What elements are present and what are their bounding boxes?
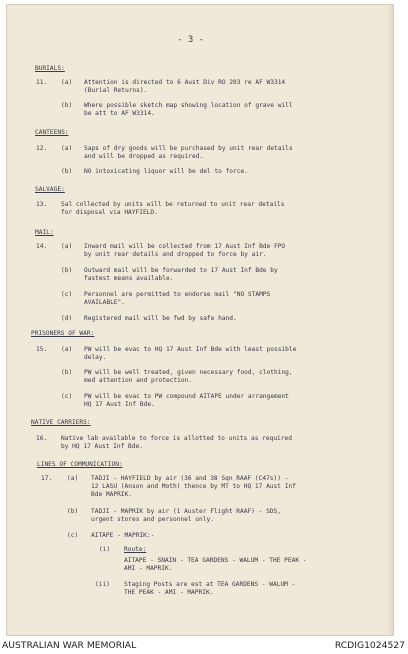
para-11-number: 11. <box>36 79 48 86</box>
para-17-number: 17. <box>41 475 53 482</box>
para-17b-line-1: TADJI - MAPRIK by air (1 Auster Flight RAAF) - SDS, <box>91 508 281 515</box>
para-14c-label: (c) <box>61 291 73 298</box>
staging-posts-line-2: THE PEAK - AMI - MAPRIK. <box>124 589 214 596</box>
para-12a-line-1: Saps of dry goods will be purchased by unit rear details <box>84 145 293 152</box>
para-11b-line-2: be att to AF W3314. <box>84 110 155 117</box>
para-13-number: 13. <box>36 201 48 208</box>
para-11a-line-1: Attention is directed to 6 Aust Div RO 203 re AF W3314 <box>84 79 286 86</box>
para-14a-label: (a) <box>61 243 73 250</box>
para-12-number: 12. <box>36 145 48 152</box>
para-15-number: 15. <box>36 346 48 353</box>
para-14a-line-2: by unit rear details and dropped to force by air. <box>84 251 267 258</box>
archive-footer <box>0 638 408 654</box>
para-17a-line-1: TADJI - HAYFIELD by air (36 and 38 Sqn RAAF (C47s)) - <box>91 475 289 482</box>
para-14b-label: (b) <box>61 267 73 274</box>
route-line-1: AITAPE - SNAIN - TEA GARDENS - WALUM - THE PEAK - <box>124 557 307 564</box>
heading-mail: MAIL: <box>35 229 54 236</box>
para-17c-label: (c) <box>67 532 79 539</box>
para-17a-line-2: 12 LASU (Anson and Moth) thence by MT to HQ 17 Aust Inf <box>91 483 296 490</box>
footer-record-id: RCDIG1024527 <box>334 640 405 651</box>
heading-lines-of-communication: LINES OF COMMUNICATION: <box>37 461 123 468</box>
para-12b-label: (b) <box>61 168 73 175</box>
para-11b-line-1: Where possible sketch map showing location of grave will <box>84 102 293 109</box>
para-17c-i-label: (i) <box>99 546 111 553</box>
para-14c-line-1: Personnel are permitted to endorse mail "NO STAMPS <box>84 291 271 298</box>
para-14a-line-1: Inward mail will be collected from 17 Aust Inf Bde FPO <box>84 243 286 250</box>
para-14b-line-2: fastest means available. <box>84 275 174 282</box>
para-17c-title: AITAPE - MAPRIK:- <box>91 532 155 539</box>
route-heading: Route: <box>124 546 147 553</box>
para-11a-line-2: (Burial Returns). <box>84 87 148 94</box>
staging-posts-line-1: Staging Posts are est at TEA GARDENS - WALUM - <box>124 581 296 588</box>
route-line-2: AMI - MAPRIK. <box>124 565 173 572</box>
para-14b-line-1: Outward mail will be forwarded to 17 Aust Inf Bde by <box>84 267 278 274</box>
para-12a-line-2: and will be dropped as required. <box>84 153 204 160</box>
page-number: - 3 - <box>177 35 205 45</box>
para-15a-label: (a) <box>61 346 73 353</box>
para-16-line-1: Native lab available to force is allotted to units as required <box>61 435 292 442</box>
para-15c-line-1: PW will be evac to PW compound AITAPE under arrangement <box>84 393 289 400</box>
para-15a-line-1: PW will be evac to HQ 17 Aust Inf Bde with least possible <box>84 346 297 353</box>
para-16-number: 16. <box>36 435 48 442</box>
para-15c-label: (c) <box>61 393 73 400</box>
para-16-line-2: by HQ 17 Aust Inf Bde. <box>61 443 143 450</box>
para-17c-ii-label: (ii) <box>95 581 110 588</box>
para-17a-label: (a) <box>67 475 79 482</box>
heading-burials: BURIALS: <box>35 65 65 72</box>
heading-native-carriers: NATIVE CARRIERS: <box>31 419 91 426</box>
para-15b-label: (b) <box>61 369 73 376</box>
heading-salvage: SALVAGE: <box>35 186 65 193</box>
document-page <box>6 4 394 636</box>
heading-canteens: CANTEENS: <box>35 129 69 136</box>
para-14d-line-1: Registered mail will be fwd by safe hand. <box>84 315 237 322</box>
para-12b-line-1: NO intoxicating liquor will be del to force. <box>84 168 248 175</box>
para-15b-line-1: PW will be well treated, given necessary food, clothing, <box>84 369 293 376</box>
para-13-line-1: Sal collected by units will be returned to unit rear details <box>61 201 285 208</box>
para-14d-label: (d) <box>61 315 73 322</box>
para-15c-line-2: HQ 17 Aust Inf Bde. <box>84 401 155 408</box>
document-body <box>7 5 393 635</box>
para-17b-label: (b) <box>67 508 79 515</box>
para-17a-line-3: Bde MAPRIK. <box>91 491 132 498</box>
para-15a-line-2: delay. <box>84 354 107 361</box>
para-12a-label: (a) <box>61 145 73 152</box>
para-11a-label: (a) <box>61 79 73 86</box>
heading-prisoners-of-war: PRISONERS OF WAR: <box>31 330 95 337</box>
para-14c-line-2: AVAILABLE". <box>84 299 125 306</box>
para-15b-line-2: med attention and protection. <box>84 377 193 384</box>
footer-institution: AUSTRALIAN WAR MEMORIAL <box>2 640 137 651</box>
para-17b-line-2: urgent stores and personnel only. <box>91 516 214 523</box>
para-11b-label: (b) <box>61 102 73 109</box>
para-14-number: 14. <box>36 243 48 250</box>
para-13-line-2: for disposal via HAYFIELD. <box>61 209 158 216</box>
